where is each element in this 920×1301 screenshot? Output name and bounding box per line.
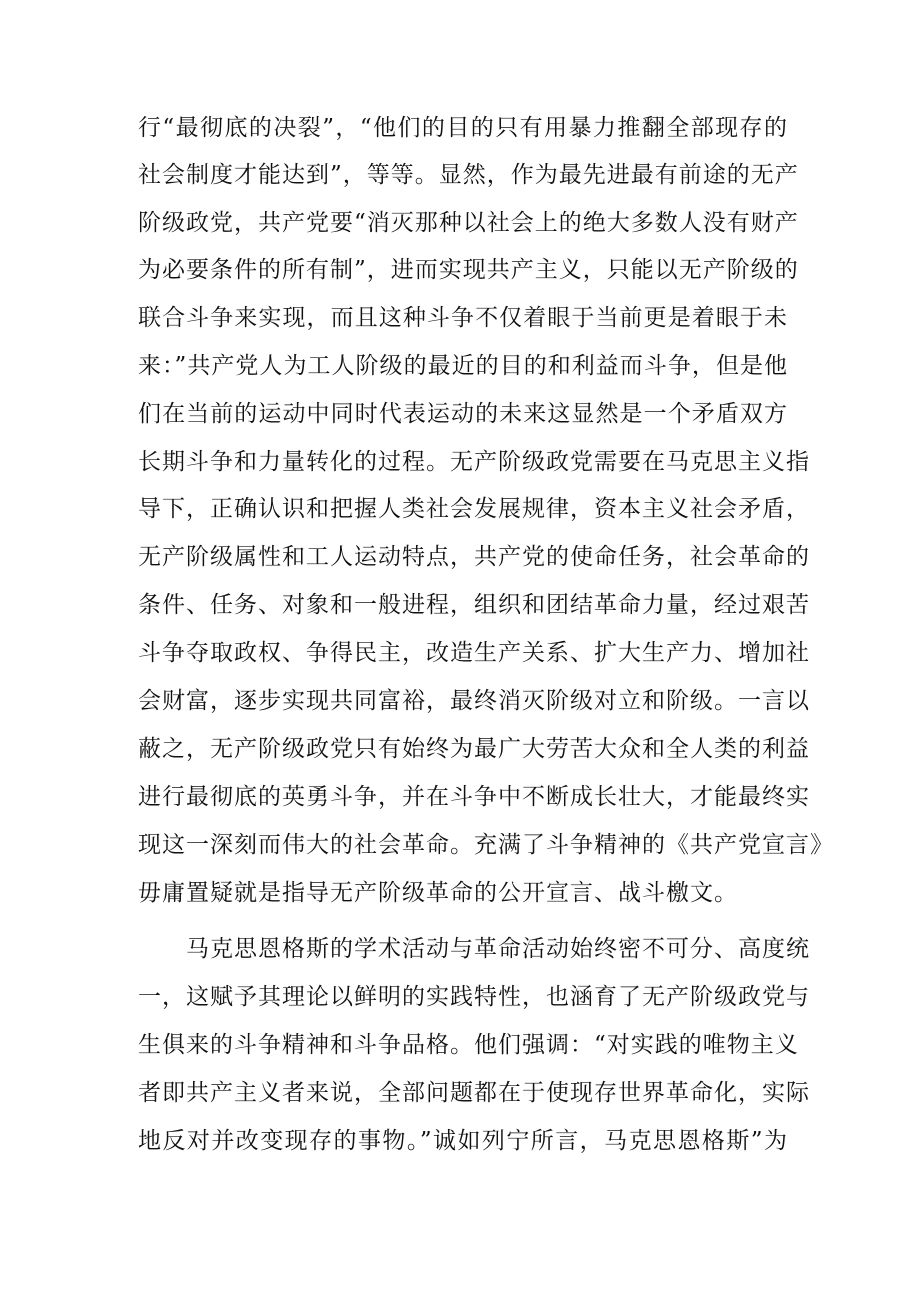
paragraph-line: 现这一深刻而伟大的社会革命。充满了斗争精神的《共产党宣言》 — [138, 832, 834, 858]
paragraph-line: 会财富，逐步实现共同富裕，最终消灭阶级对立和阶级。一言以 — [138, 688, 810, 714]
paragraph-line: 生俱来的斗争精神和斗争品格。他们强调：“对实践的唯物主义 — [138, 1032, 799, 1058]
paragraph-line: 联合斗争来实现，而且这种斗争不仅着眼于当前更是着眼于未 — [138, 305, 788, 331]
paragraph-line: 斗争夺取政权、争得民主，改造生产关系、扩大生产力、增加社 — [138, 640, 810, 666]
paragraph-line: 进行最彻底的英勇斗争，并在斗争中不断成长壮大，才能最终实 — [138, 784, 810, 810]
paragraph-line: 行“最彻底的决裂”，“他们的目的只有用暴力推翻全部现存的 — [138, 115, 788, 141]
paragraph-line: 长期斗争和力量转化的过程。无产阶级政党需要在马克思主义指 — [138, 449, 810, 475]
paragraph-line: 毋庸置疑就是指导无产阶级革命的公开宣言、战斗檄文。 — [138, 880, 738, 906]
paragraph-line: 者即共产主义者来说，全部问题都在于使现存世界革命化，实际 — [138, 1080, 810, 1106]
paragraph-line: 马克思恩格斯的学术活动与革命活动始终密不可分、高度统 — [186, 936, 810, 962]
paragraph-line: 地反对并改变现存的事物。”诚如列宁所言，马克思恩格斯”为 — [138, 1128, 788, 1154]
paragraph-line: 一，这赋予其理论以鲜明的实践特性，也涵育了无产阶级政党与 — [138, 984, 810, 1010]
paragraph-line: 社会制度才能达到”，等等。显然，作为最先进最有前途的无产 — [138, 162, 799, 188]
paragraph-line: 无产阶级属性和工人运动特点，共产党的使命任务，社会革命的 — [138, 544, 810, 570]
paragraph-line: 阶级政党，共产党要“消灭那种以社会上的绝大多数人没有财产 — [138, 210, 799, 236]
paragraph-line: 为必要条件的所有制”，进而实现共产主义，只能以无产阶级的 — [138, 257, 799, 283]
paragraph-line: 蔽之，无产阶级政党只有始终为最广大劳苦大众和全人类的利益 — [138, 736, 810, 762]
paragraph-line: 们在当前的运动中同时代表运动的未来这显然是一个矛盾双方 — [138, 401, 788, 427]
paragraph-line: 来：”共产党人为工人阶级的最近的目的和利益而斗争，但是他 — [138, 353, 788, 379]
paragraph-line: 导下，正确认识和把握人类社会发展规律，资本主义社会矛盾， — [138, 496, 810, 522]
paragraph-line: 条件、任务、对象和一般进程，组织和团结革命力量，经过艰苦 — [138, 592, 810, 618]
